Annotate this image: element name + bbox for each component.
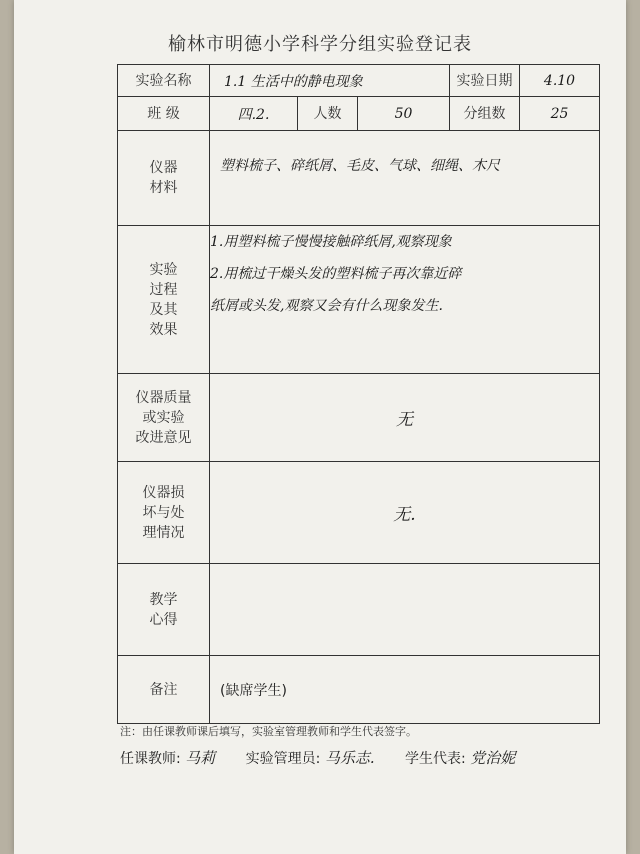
form-title: 榆林市明德小学科学分组实验登记表 — [168, 34, 472, 55]
remarks-value: (缺席学生) — [210, 656, 600, 724]
reflection-label-line: 心得 — [149, 611, 178, 628]
quality-label-line: 改进意见 — [135, 429, 192, 446]
reflection-value — [210, 564, 600, 656]
materials-label-line: 仪器 — [149, 160, 178, 176]
experiment-name-label: 实验名称 — [118, 65, 210, 97]
experiment-date-label: 实验日期 — [450, 65, 520, 97]
quality-label-line: 或实验 — [142, 409, 185, 426]
class-label: 班 级 — [118, 97, 210, 131]
damage-value: 无. — [210, 462, 600, 564]
row-experiment-name — [118, 65, 600, 97]
row-damage — [118, 462, 600, 564]
damage-label-line: 理情况 — [142, 524, 185, 541]
process-label-line: 过程 — [149, 281, 178, 298]
quality-value: 无 — [210, 374, 600, 462]
admin-label: 实验管理员: — [245, 751, 321, 767]
student-rep-label: 学生代表: — [405, 751, 466, 767]
damage-label — [118, 462, 210, 564]
process-label-line: 效果 — [149, 321, 178, 338]
row-class-info — [118, 97, 600, 131]
admin-signature: 马乐志. — [324, 749, 375, 767]
teacher-label: 任课教师: — [120, 751, 181, 767]
registration-table — [117, 64, 600, 724]
row-reflection — [118, 564, 600, 656]
quality-label-line: 仪器质量 — [135, 389, 192, 406]
row-quality — [118, 374, 600, 462]
class-value: 四.2. — [210, 97, 298, 131]
process-label-line: 实验 — [149, 261, 178, 278]
signature-line — [120, 747, 600, 768]
reflection-label-line: 教学 — [149, 591, 178, 608]
experiment-date-value: 4.10 — [520, 65, 600, 97]
damage-label-line: 坏与处 — [142, 504, 185, 521]
quality-label — [118, 374, 210, 462]
process-line: 1.用塑料梳子慢慢接触碎纸屑,观察现象 — [210, 234, 452, 250]
paper-sheet — [14, 0, 626, 854]
process-label-line: 及其 — [149, 301, 178, 318]
footnote: 注：由任课教师课后填写，实验室管理教师和学生代表签字。 — [120, 725, 417, 738]
teacher-signature: 马莉 — [185, 749, 216, 767]
student-rep-signature: 党治妮 — [470, 749, 516, 767]
materials-label — [118, 131, 210, 226]
materials-label-line: 材料 — [149, 180, 178, 196]
student-count-label: 人数 — [298, 97, 358, 131]
group-count-label: 分组数 — [450, 97, 520, 131]
damage-label-line: 仪器损 — [142, 484, 185, 501]
group-count-value: 25 — [520, 97, 600, 131]
remarks-label: 备注 — [118, 656, 210, 724]
process-line: 纸屑或头发,观察又会有什么现象发生. — [210, 298, 443, 314]
row-remarks — [118, 656, 600, 724]
reflection-label — [118, 564, 210, 656]
experiment-name-value: 1.1 生活中的静电现象 — [210, 65, 450, 97]
row-process — [118, 226, 600, 374]
student-count-value: 50 — [358, 97, 450, 131]
process-value — [210, 226, 600, 374]
row-materials — [118, 131, 600, 226]
process-line: 2.用梳过干燥头发的塑料梳子再次靠近碎 — [210, 266, 462, 282]
process-label — [118, 226, 210, 374]
materials-value: 塑料梳子、碎纸屑、毛皮、气球、细绳、木尺 — [210, 131, 600, 226]
